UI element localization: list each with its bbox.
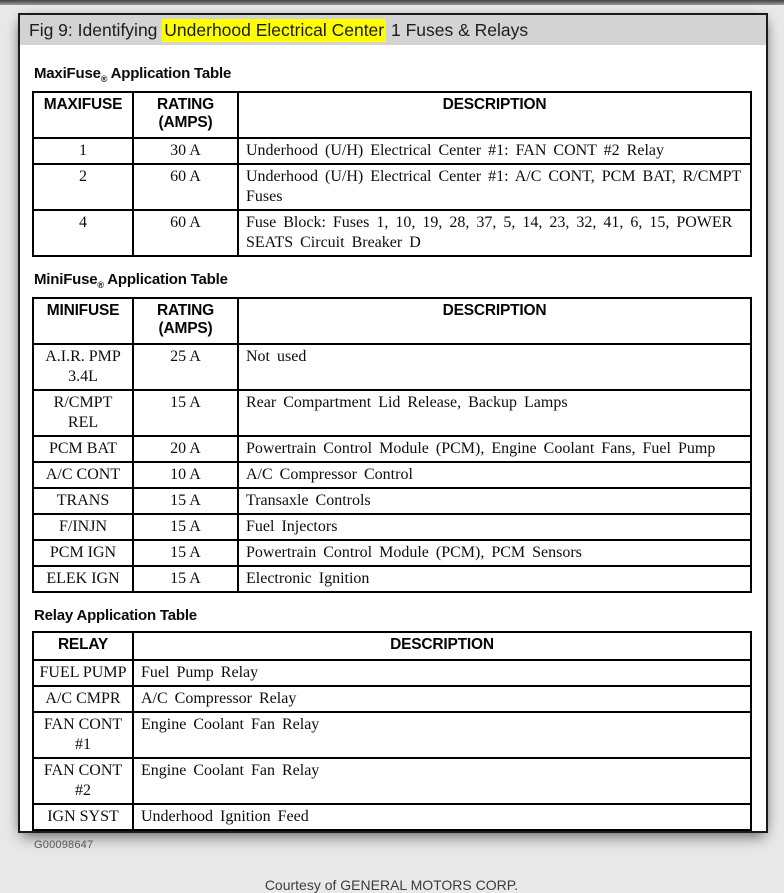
rating-col-header bbox=[133, 298, 238, 344]
relay-header-row bbox=[33, 632, 751, 660]
maxifuse-section-label bbox=[34, 65, 751, 84]
minifuse-label-rest: Application Table bbox=[103, 271, 228, 288]
table-row bbox=[33, 712, 751, 758]
caption-prefix: Fig 9: Identifying bbox=[29, 19, 163, 40]
description-cell: Underhood Ignition Feed bbox=[133, 804, 751, 830]
description-cell: A/C Compressor Control bbox=[238, 462, 751, 488]
fuse-id-cell: 1 bbox=[33, 138, 133, 164]
description-cell: Rear Compartment Lid Release, Backup Lamps bbox=[238, 390, 751, 436]
maxifuse-header-row bbox=[33, 92, 751, 138]
minifuse-header-row bbox=[33, 298, 751, 344]
table-row bbox=[33, 660, 751, 686]
table-row bbox=[33, 164, 751, 210]
rating-cell: 15 A bbox=[133, 566, 238, 592]
registered-trademark-icon: ® bbox=[100, 74, 108, 84]
table-row bbox=[33, 488, 751, 514]
fuse-id-cell: 2 bbox=[33, 164, 133, 210]
table-row bbox=[33, 138, 751, 164]
description-cell: Electronic Ignition bbox=[238, 566, 751, 592]
description-cell: Fuel Injectors bbox=[238, 514, 751, 540]
rating-cell: 20 A bbox=[133, 436, 238, 462]
rating-cell: 15 A bbox=[133, 390, 238, 436]
fuse-id-cell: PCM IGN bbox=[33, 540, 133, 566]
rating-header-line2: (AMPS) bbox=[158, 114, 213, 131]
description-cell: Engine Coolant Fan Relay bbox=[133, 712, 751, 758]
description-col-header: DESCRIPTION bbox=[238, 92, 751, 138]
fuse-id-cell: A/C CONT bbox=[33, 462, 133, 488]
fuse-id-cell: 4 bbox=[33, 210, 133, 256]
fuse-id-cell: F/INJN bbox=[33, 514, 133, 540]
rating-cell: 15 A bbox=[133, 540, 238, 566]
courtesy-footer: Courtesy of GENERAL MOTORS CORP. bbox=[264, 877, 519, 893]
document-content bbox=[20, 65, 766, 893]
relay-id-cell: FUEL PUMP bbox=[33, 660, 133, 686]
relay-col-header: RELAY bbox=[33, 632, 133, 660]
fuse-id-cell: PCM BAT bbox=[33, 436, 133, 462]
description-cell: Powertrain Control Module (PCM), Engine Coolant Fans, Fuel Pump bbox=[238, 436, 751, 462]
description-cell: Engine Coolant Fan Relay bbox=[133, 758, 751, 804]
maxifuse-table bbox=[32, 91, 752, 257]
maxifuse-label-name: MaxiFuse bbox=[34, 65, 101, 82]
maxifuse-col-header: MAXIFUSE bbox=[33, 92, 133, 138]
table-row bbox=[33, 514, 751, 540]
table-row bbox=[33, 686, 751, 712]
window-top-band bbox=[0, 0, 784, 5]
fuse-id-cell: A.I.R. PMP 3.4L bbox=[33, 344, 133, 390]
maxifuse-label-rest: Application Table bbox=[107, 65, 232, 82]
relay-id-cell: A/C CMPR bbox=[33, 686, 133, 712]
description-cell: Underhood (U/H) Electrical Center #1: FAN CONT #2 Relay bbox=[238, 138, 751, 164]
rating-header-line1: RATING bbox=[156, 302, 215, 319]
rating-cell: 60 A bbox=[133, 210, 238, 256]
description-col-header: DESCRIPTION bbox=[238, 298, 751, 344]
description-cell: Fuse Block: Fuses 1, 10, 19, 28, 37, 5, 14, 23, 32, 41, 6, 15, POWER SEATS Circuit Breaker D bbox=[238, 210, 751, 256]
highlighted-text: Underhood Electrical Center bbox=[164, 19, 385, 40]
table-row bbox=[33, 390, 751, 436]
minifuse-table bbox=[32, 297, 752, 593]
table-row bbox=[33, 462, 751, 488]
rating-cell: 60 A bbox=[133, 164, 238, 210]
description-cell: A/C Compressor Relay bbox=[133, 686, 751, 712]
figure-caption-bar bbox=[20, 15, 766, 45]
description-cell: Fuel Pump Relay bbox=[133, 660, 751, 686]
registered-trademark-icon: ® bbox=[97, 280, 104, 290]
table-row bbox=[33, 344, 751, 390]
document-page bbox=[18, 13, 768, 893]
rating-cell: 15 A bbox=[133, 488, 238, 514]
table-row bbox=[33, 210, 751, 256]
relay-id-cell: IGN SYST bbox=[33, 804, 133, 830]
fuse-id-cell: R/CMPT REL bbox=[33, 390, 133, 436]
fuse-id-cell: ELEK IGN bbox=[33, 566, 133, 592]
description-cell: Transaxle Controls bbox=[238, 488, 751, 514]
description-cell: Not used bbox=[238, 344, 751, 390]
rating-header-line2: (AMPS) bbox=[158, 320, 213, 337]
minifuse-section-label bbox=[34, 271, 751, 290]
rating-col-header bbox=[133, 92, 238, 138]
figure-code: G00098647 bbox=[34, 839, 94, 851]
table-row bbox=[33, 758, 751, 804]
fuse-id-cell: TRANS bbox=[33, 488, 133, 514]
minifuse-col-header: MINIFUSE bbox=[33, 298, 133, 344]
description-col-header: DESCRIPTION bbox=[133, 632, 751, 660]
rating-header-line1: RATING bbox=[156, 96, 215, 113]
relay-table bbox=[32, 631, 752, 831]
relay-id-cell: FAN CONT #2 bbox=[33, 758, 133, 804]
table-row bbox=[33, 566, 751, 592]
rating-cell: 30 A bbox=[133, 138, 238, 164]
minifuse-label-name: MiniFuse bbox=[34, 271, 98, 288]
table-row bbox=[33, 804, 751, 830]
rating-cell: 15 A bbox=[133, 514, 238, 540]
description-cell: Underhood (U/H) Electrical Center #1: A/C CONT, PCM BAT, R/CMPT Fuses bbox=[238, 164, 751, 210]
relay-id-cell: FAN CONT #1 bbox=[33, 712, 133, 758]
table-row bbox=[33, 540, 751, 566]
rating-cell: 25 A bbox=[133, 344, 238, 390]
rating-cell: 10 A bbox=[133, 462, 238, 488]
relay-section-label: Relay Application Table bbox=[34, 607, 197, 624]
description-cell: Powertrain Control Module (PCM), PCM Sensors bbox=[238, 540, 751, 566]
caption-suffix: 1 Fuses & Relays bbox=[386, 19, 529, 40]
table-row bbox=[33, 436, 751, 462]
